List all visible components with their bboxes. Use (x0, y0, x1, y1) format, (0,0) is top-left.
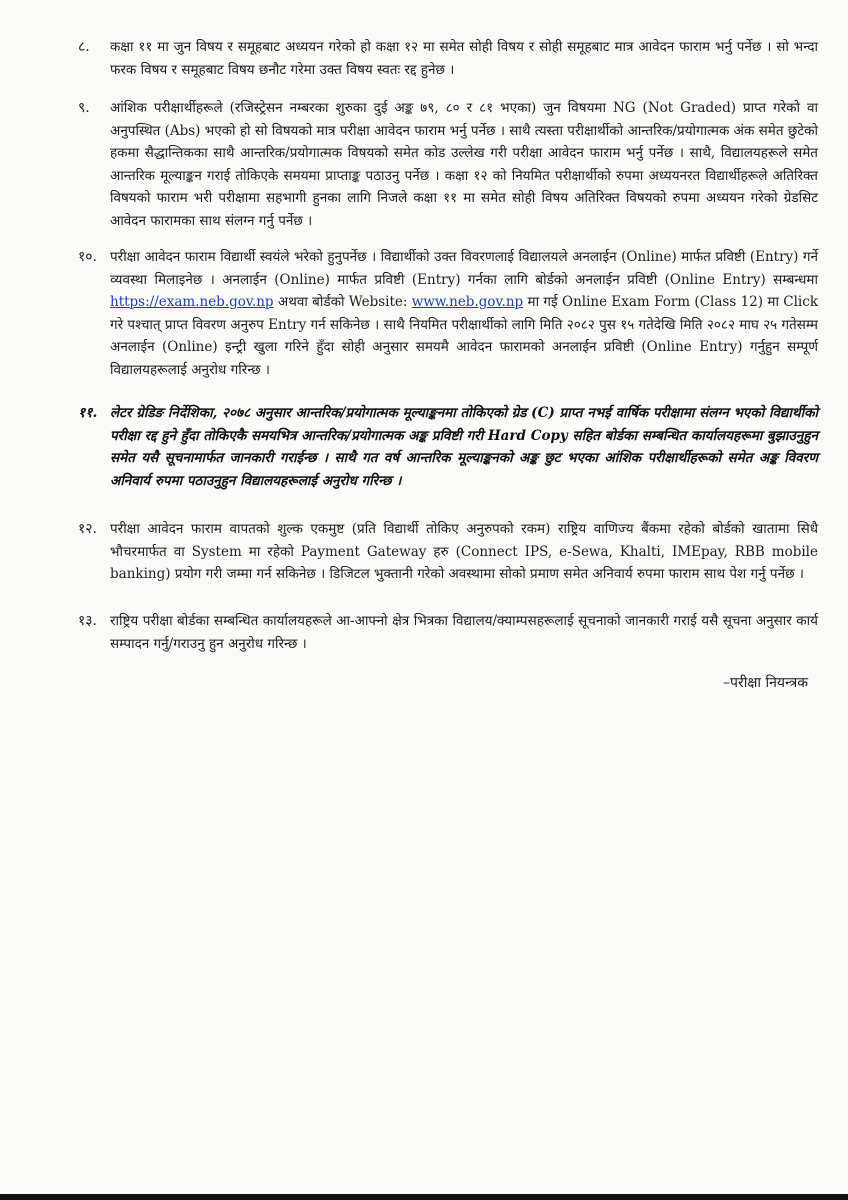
clause-number: १०. (78, 249, 98, 265)
clause-number: ८. (78, 39, 90, 55)
clause-text: लेटर ग्रेडिङ निर्देशिका, २०७८ अनुसार आन्तरिक/प्रयोगात्मक मूल्याङ्कनमा तोकिएको ग्रेड (C) प्राप्त नभई वार्षिक परीक्षामा संलग्न भएको विद्यार्थीको परीक्षा रद्द हुने हुँदा तोकिएकै समयभित्र आन्तरिक/प्रयोगात्मक अङ्क प्रविष्टी गरी Hard Copy सहित बोर्डका सम्बन्धित कार्यालयहरूमा बुझाउनुहुन समेत यसै सूचनामार्फत जानकारी गराईन्छ । साथै गत वर्ष आन्तरिक मूल्याङ्कनको अङ्क छुट भएका आंशिक परीक्षार्थीहरूको समेत अङ्क विवरण अनिवार्य रुपमा पठाउनुहुन विद्यालयहरूलाई अनुरोध गरिन्छ । (110, 405, 818, 489)
clause-8 (78, 36, 818, 81)
bottom-border (0, 1194, 848, 1200)
clause-number: १३. (78, 613, 98, 629)
clause-12 (78, 518, 818, 586)
clause-text: राष्ट्रिय परीक्षा बोर्डका सम्बन्धित कार्यालयहरूले आ-आफ्नो क्षेत्र भित्रका विद्यालय/क्याम्पसहरूलाई सूचनाको जानकारी गराई यसै सूचना अनुसार कार्य सम्पादन गर्नु/गराउनु हुन अनुरोध गरिन्छ । (110, 613, 818, 652)
exam-portal-link[interactable]: https://exam.neb.gov.np (110, 294, 274, 310)
clause-text-part: अथवा बोर्डको Website: (273, 294, 412, 310)
clause-number: ९. (78, 100, 90, 116)
clause-number: ११. (78, 405, 98, 421)
clause-number: १२. (78, 521, 98, 537)
clause-11 (78, 402, 818, 492)
neb-website-link[interactable]: www.neb.gov.np (411, 294, 524, 310)
signature-exam-controller: –परीक्षा नियन्त्रक (723, 675, 808, 691)
clause-text-part: परीक्षा आवेदन फाराम विद्यार्थी स्वयंले भरेको हुनुपर्नेछ । विद्यार्थीको उक्त विवरणलाई विद्यालयले अनलाईन (Online) मार्फत प्रविष्टी (Entry) गर्ने व्यवस्था मिलाइनेछ । अनलाईन (Online) मार्फत प्रविष्टी (Entry) गर्नका लागि बोर्डको अनलाईन प्रविष्टी (Online Entry) सम्बन्धमा (110, 249, 818, 288)
clause-text: आंशिक परीक्षार्थीहरूले (रजिस्ट्रेसन नम्बरका शुरुका दुई अङ्क ७९, ८० र ८१ भएका) जुन विषयमा NG (Not Graded) प्राप्त गरेको वा अनुपस्थित (Abs) भएको हो सो विषयको मात्र परीक्षा आवेदन फाराम भर्नु पर्नेछ । साथै त्यस्ता परीक्षार्थीको आन्तरिक/प्रयोगात्मक अंक समेत छुटेको हकमा सैद्धान्तिकका साथै आन्तरिक/प्रयोगात्मक विषयको समेत कोड उल्लेख गरी परीक्षा आवेदन फाराम भर्नु पर्नेछ । साथै, विद्यालयहरूले समेत आन्तरिक मूल्याङ्कन गराई तोकिएके समयमा प्राप्ताङ्क पठाउनु पर्नेछ । कक्षा १२ को नियमित परीक्षार्थीको रुपमा अध्ययनरत विद्यार्थीहरूले अतिरिक्त विषयको फाराम भरी परीक्षामा सहभागी हुनका लागि निजले कक्षा ११ मा समेत सोही विषय अतिरिक्त विषयको रुपमा अध्ययन गरेको ग्रेडसिट आवेदन फारामका साथ संलग्न गर्नु पर्नेछ । (110, 100, 818, 229)
clause-text (110, 246, 818, 381)
clause-text: कक्षा ११ मा जुन विषय र समूहबाट अध्ययन गरेको हो कक्षा १२ मा समेत सोही विषय र सोही समूहबाट मात्र आवेदन फाराम भर्नु पर्नेछ । सो भन्दा फरक विषय र समूहबाट विषय छनौट गरेमा उक्त विषय स्वतः रद्द हुनेछ । (110, 39, 818, 78)
clause-text-part: मा गई Online Exam Form (Class 12) मा Click गरे पश्चात् प्राप्त विवरण अनुरुप Entry गर्न सकिनेछ । साथै नियमित परीक्षार्थीको लागि मिति २०८२ पुस १५ गतेदेखि मिति २०८२ माघ २५ गतेसम्म अनलाईन (Online) इन्ट्री खुला गरिने हुँदा सोही अनुसार समयमै आवेदन फारामको अनलाईन प्रविष्टी (Online Entry) गर्नुहुन सम्पूर्ण विद्यालयहरूलाई अनुरोध गरिन्छ । (110, 294, 818, 378)
clause-text: परीक्षा आवेदन फाराम वापतको शुल्क एकमुष्ट (प्रति विद्यार्थी तोकिए अनुरुपको रकम) राष्ट्रिय वाणिज्य बैंकमा रहेको बोर्डको खातामा सिधै भौचरमार्फत वा System मा रहेको Payment Gateway हरु (Connect IPS, e-Sewa, Khalti, IMEpay, RBB mobile banking) प्रयोग गरी जम्मा गर्न सकिनेछ । डिजिटल भुक्तानी गरेको अवस्थामा सोको प्रमाण समेत अनिवार्य रुपमा फाराम साथ पेश गर्नु पर्नेछ । (110, 521, 818, 582)
clause-13 (78, 610, 818, 655)
clause-9 (78, 97, 818, 232)
clause-10 (78, 246, 818, 381)
